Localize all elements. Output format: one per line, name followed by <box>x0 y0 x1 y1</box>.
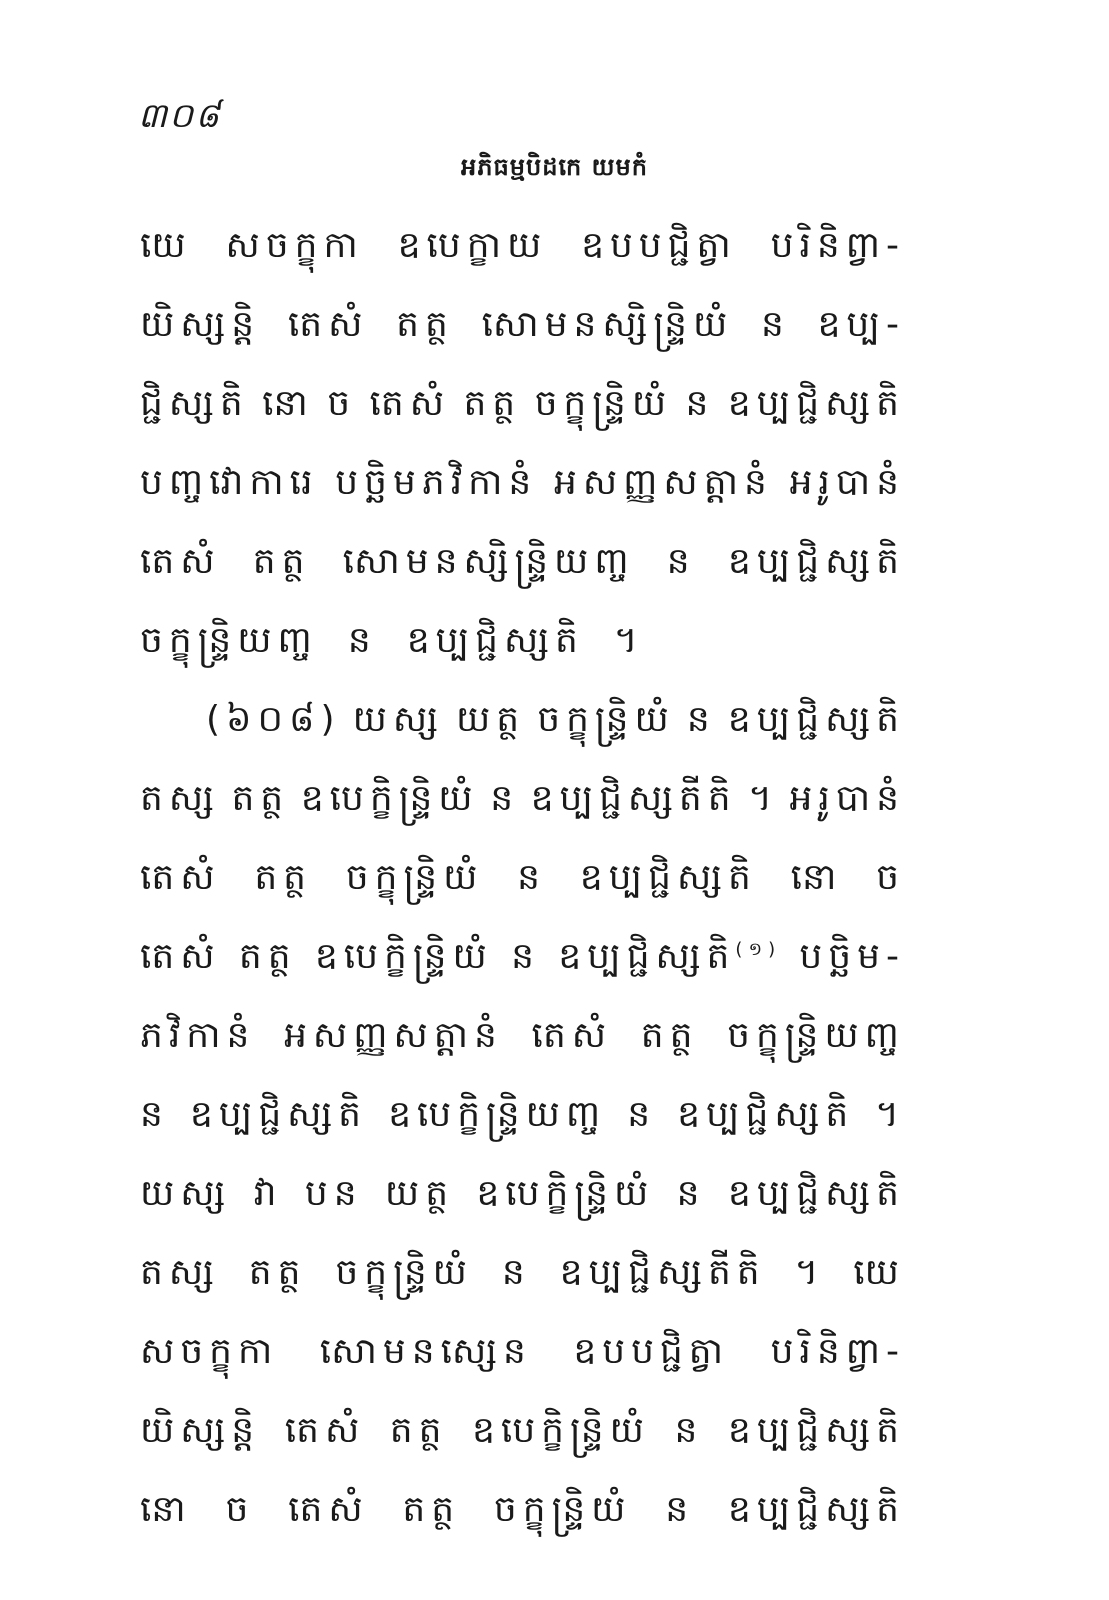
word: ឧបបជ្ជិត្វា <box>581 225 737 266</box>
word: ឧប្បជ្ជិស្សតិ <box>727 1173 905 1214</box>
text-line <box>140 1075 905 1154</box>
word: តេសំ <box>531 1015 613 1056</box>
text-line <box>140 996 905 1075</box>
word: បរិនិព្វា- <box>770 225 905 266</box>
word: ន <box>686 699 716 740</box>
text-line <box>140 443 905 522</box>
word: តត្ថ <box>248 1252 307 1293</box>
body-text <box>140 206 905 1549</box>
word: វា <box>253 1173 283 1214</box>
word: បច្ឆិម- <box>799 936 905 977</box>
word: ន <box>676 1173 706 1214</box>
word: ចក្ខុន្ទ្រិយំ <box>493 1489 632 1530</box>
text-line <box>140 364 905 443</box>
text-line <box>140 917 905 996</box>
word: ន <box>665 1489 695 1530</box>
text-line <box>140 838 905 917</box>
text-line <box>140 1233 905 1312</box>
word: ចក្ខុន្ទ្រិយំ <box>345 857 484 898</box>
word: ឧបេក្ខិន្ទ្រិយញ្ច <box>388 1094 607 1135</box>
text-line <box>140 522 905 601</box>
word: តេសំ <box>140 541 221 582</box>
word: បញ្ចវោការេ <box>140 462 319 503</box>
word: ឧប្បជ្ជិស្សតិ <box>727 1489 905 1530</box>
word: ឧបបជ្ជិត្វា <box>573 1331 730 1372</box>
word: យស្ស <box>140 1173 232 1214</box>
word: យត្ថ <box>384 1173 455 1214</box>
word: ចក្ខុន្ទ្រិយញ្ច <box>727 1015 905 1056</box>
word: ច <box>225 1489 255 1530</box>
word: ឧប្បជ្ជិស្សតិ <box>189 1094 368 1135</box>
word: ច <box>327 383 357 424</box>
word: ។ <box>794 1252 825 1293</box>
word: ន <box>685 383 715 424</box>
word: តេសំ <box>288 1489 369 1530</box>
word: នោ <box>790 857 843 898</box>
word: ឧប្បជ្ជិស្សតិ <box>677 1094 855 1135</box>
word: ច <box>876 857 905 898</box>
word: អសញ្ញសត្តានំ <box>284 1015 503 1056</box>
word: យេ <box>140 225 192 266</box>
word: ។ <box>748 778 778 819</box>
word: តេសំ <box>140 857 221 898</box>
word: ឧប្ប- <box>817 304 905 345</box>
word: យិស្សន្តិ <box>140 304 261 345</box>
word: នោ <box>262 383 314 424</box>
word: យិស្សន្តិ <box>140 1410 261 1451</box>
word: ន <box>627 1094 657 1135</box>
word: តត្ថ <box>254 857 313 898</box>
word: សចក្ខុកា <box>225 225 364 266</box>
word: ឧបេក្ខិន្ទ្រិយំ <box>300 778 479 819</box>
word: សចក្ខុកា <box>140 1331 279 1372</box>
word: បន <box>304 1173 363 1214</box>
text-line <box>140 680 905 759</box>
word: ន <box>490 778 520 819</box>
word: តត្ថ <box>231 778 290 819</box>
text-line <box>140 1391 905 1470</box>
word: ឧប្បជ្ជិស្សតិ <box>579 857 757 898</box>
page-number: ៣០៨ <box>138 96 222 136</box>
word: តេសំ <box>287 304 369 345</box>
word: តត្ថ <box>252 541 311 582</box>
word: ឧបេក្ខាយ <box>397 225 548 266</box>
word: អរូបានំ <box>789 778 905 819</box>
word: ភវិកានំ <box>140 1015 256 1056</box>
word: ឧបេក្ខិន្ទ្រិយំ <box>314 936 493 977</box>
word: តត្ថ <box>238 936 297 977</box>
word: តត្ថ <box>402 1489 461 1530</box>
word: យេ <box>853 1252 905 1293</box>
word: ន <box>347 620 377 661</box>
word: តេសំ <box>140 936 221 977</box>
word: ន <box>511 936 540 977</box>
word: ន <box>760 304 790 345</box>
text-line <box>140 1154 905 1233</box>
word: ឧបេក្ខិន្ទ្រិយំ <box>476 1173 655 1214</box>
text-line <box>140 601 905 680</box>
word: ចក្ខុន្ទ្រិយញ្ច <box>140 620 318 661</box>
word: (៦០៨) <box>206 699 341 740</box>
word: ឧប្បជ្ជិស្សតិ <box>727 541 905 582</box>
word: ឧប្បជ្ជិស្សតីតិ <box>530 778 737 819</box>
word: ចក្ខុន្ទ្រិយំ <box>534 383 673 424</box>
word: ឧបេក្ខិន្ទ្រិយំ <box>472 1410 650 1451</box>
word: អសញ្ញសត្តានំ <box>554 462 773 503</box>
word: ឧប្បជ្ជិស្សតិ <box>406 620 584 661</box>
word: តស្ស <box>140 778 220 819</box>
word: ចក្ខុន្ទ្រិយំ <box>537 699 675 740</box>
word: តត្ថ <box>640 1015 699 1056</box>
word: ជ្ជិស្សតិ <box>140 383 249 424</box>
text-line <box>140 1470 905 1549</box>
word: ន <box>140 1094 169 1135</box>
word: ន <box>517 857 546 898</box>
word: បរិនិព្វា- <box>770 1331 905 1372</box>
text-line <box>140 285 905 364</box>
word: ឧប្បជ្ជិស្សតិ$^{(១)}$ <box>558 936 782 977</box>
word: សោមនស្សេន <box>319 1331 532 1372</box>
word: សោមនស្សិន្ទ្រិយញ្ច <box>342 541 635 582</box>
word: ឧប្បជ្ជិស្សតិ <box>727 699 905 740</box>
word: ន <box>666 541 696 582</box>
word: ឧប្បជ្ជិស្សតីតិ <box>559 1252 766 1293</box>
word: តេសំ <box>369 383 451 424</box>
word: សោមនស្សិន្ទ្រិយំ <box>481 304 734 345</box>
word: យត្ថ <box>456 699 526 740</box>
text-line <box>140 206 905 285</box>
word: យស្ស <box>352 699 444 740</box>
footnote-mark: (១) <box>735 939 782 960</box>
word: តេសំ <box>284 1410 366 1451</box>
text-line <box>140 759 905 838</box>
word: តត្ថ <box>389 1410 448 1451</box>
word: អរូបានំ <box>789 462 905 503</box>
running-head: អភិធម្មបិដកេ យមកំ <box>461 153 648 181</box>
word: ន <box>501 1252 531 1293</box>
word: ន <box>674 1410 704 1451</box>
word: ។ <box>613 620 644 661</box>
word: នោ <box>140 1489 192 1530</box>
word: ឧប្បជ្ជិស្សតិ <box>727 383 905 424</box>
word: តស្ស <box>140 1252 220 1293</box>
word: បច្ឆិមភវិកានំ <box>335 462 538 503</box>
word: ។ <box>875 1094 905 1135</box>
word: ឧប្បជ្ជិស្សតិ <box>727 1410 905 1451</box>
text-line <box>140 1312 905 1391</box>
word: តត្ថ <box>463 383 522 424</box>
word: ចក្ខុន្ទ្រិយំ <box>335 1252 473 1293</box>
word: តត្ថ <box>396 304 454 345</box>
